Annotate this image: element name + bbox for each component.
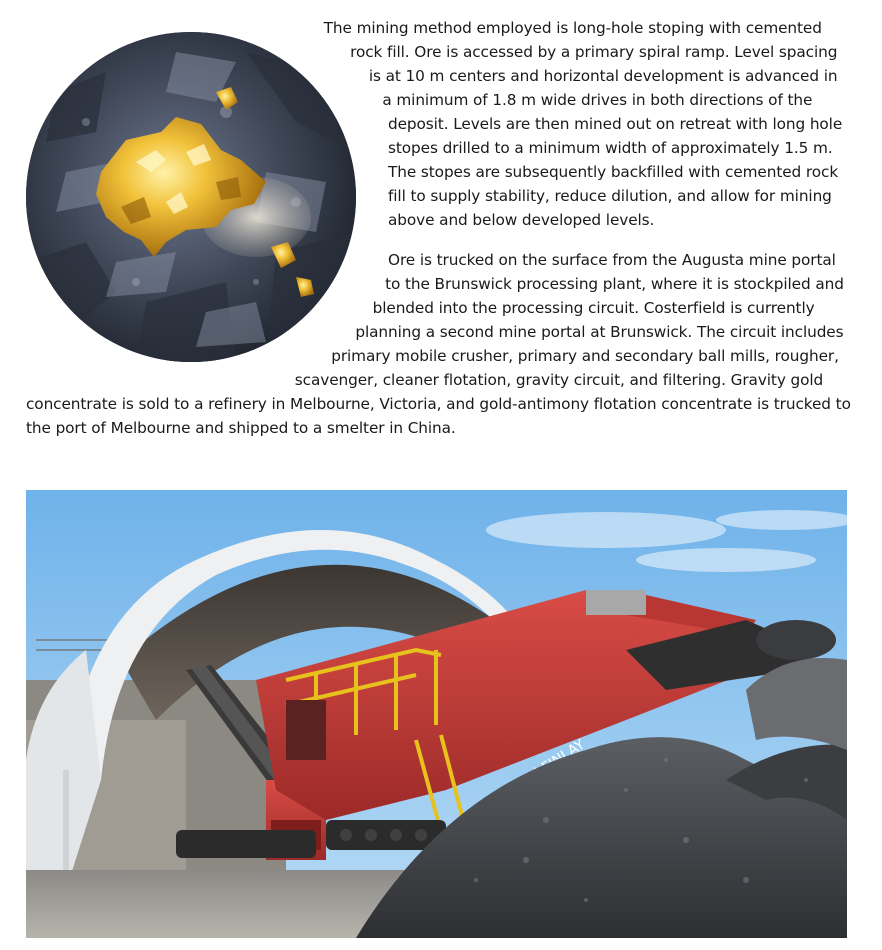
gold-ore-photo — [26, 32, 356, 362]
gold-ore-image-icon — [26, 32, 356, 362]
paragraph-mining-method: The mining method employed is long-hole stoping with cemented rock fill. Ore is accessed by a primary spiral ramp. Level spacing is at 10 m centers and horizontal development is advanced in a minimum of 1.8 m wide drives in both directions of the deposit. Levels are then mined out on retreat with long hole stopes drilled to a minimum width of approximately 1.5 m. The stopes are subsequently backfilled with cemented rock fill to supply stability, reduce dilution, and allow for mining above and below developed levels. — [323, 19, 843, 229]
mobile-crusher-image-icon — [26, 490, 847, 938]
article-body — [26, 16, 851, 456]
paragraph-processing: Ore is trucked on the surface from the Augusta mine portal to the Brunswick processing plant, where it is stockpiled and blended into the processing circuit. Costerfield is currently planning a second mine portal at Brunswick. The circuit includes primary mobile crusher, primary and secondary ball mills, rougher, scavenger, cleaner flotation, gravity circuit, and filtering. Gravity gold concentrate is sold to a refinery in Melbourne, Victoria, and gold-antimony flotation concentrate is trucked to the port of Melbourne and shipped to a smelter in China. — [26, 251, 851, 437]
mobile-crusher-photo — [26, 490, 847, 938]
